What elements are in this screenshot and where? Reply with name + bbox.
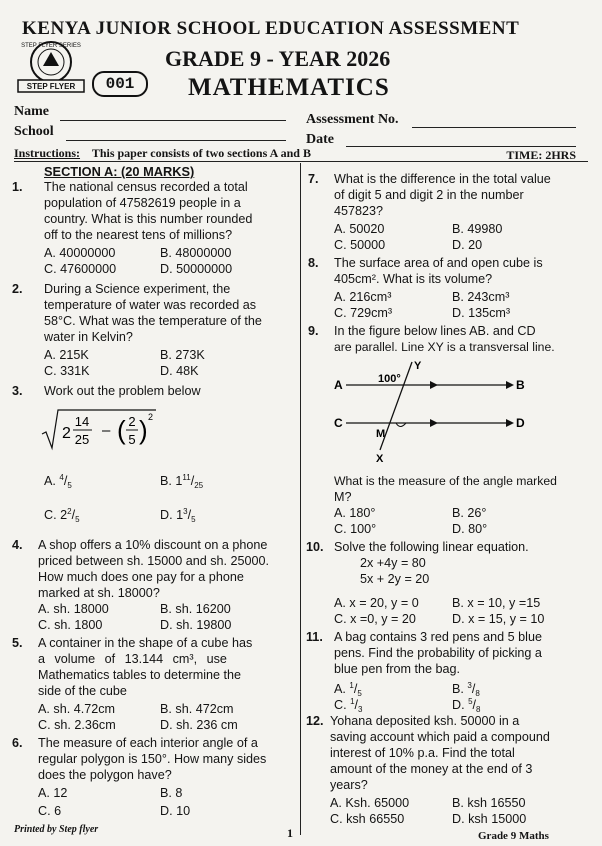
arrow-ab-icon [506, 381, 514, 389]
question-number: 5. [12, 636, 23, 650]
section-a-heading: SECTION A: (20 MARKS) [44, 164, 195, 179]
option-d[interactable]: D. x = 15, y = 10 [452, 612, 545, 626]
instructions-rule [14, 161, 588, 162]
instructions-text: This paper consists of two sections A and B [91, 146, 311, 160]
option-a[interactable]: A. 40000000 [44, 246, 116, 260]
svg-text:): ) [139, 415, 148, 445]
square-exponent: 2 [148, 412, 154, 422]
option-c[interactable]: C. 331K [44, 364, 90, 378]
question-line: regular polygon is 150°. How many sides [38, 752, 267, 766]
option-c[interactable]: C. sh. 1800 [38, 618, 103, 632]
option-b[interactable]: B. 49980 [452, 222, 503, 236]
question-line: does the polygon have? [38, 768, 172, 782]
question-line: water in Kelvin? [44, 330, 133, 344]
option-c[interactable]: C. $^1/_3$ [334, 697, 363, 714]
question-line: In the figure below lines AB. and CD [334, 324, 536, 338]
question-line: Yohana deposited ksh. 50000 in a [330, 714, 520, 728]
option-c[interactable]: C. 100° [334, 522, 377, 536]
question-line: M? [334, 490, 352, 504]
name-label: Name [14, 104, 49, 119]
question-line: amount of the money at the end of 3 [330, 762, 533, 776]
question-line: years? [330, 778, 368, 792]
page-number: 1 [287, 826, 293, 840]
option-b[interactable]: B. $1^{11}/_{25}$ [160, 473, 204, 490]
assessment-no-field-line[interactable] [412, 127, 576, 128]
question-line: population of 47582619 people in a [44, 196, 241, 210]
question-line: of digit 5 and digit 2 in the number [334, 188, 524, 202]
svg-text:–: – [102, 422, 111, 439]
option-d[interactable]: D. 50000000 [160, 262, 233, 276]
option-b[interactable]: B. 273K [160, 348, 205, 362]
option-b[interactable]: B. sh. 472cm [160, 702, 234, 716]
option-b[interactable]: B. 48000000 [160, 246, 232, 260]
exam-title: KENYA JUNIOR SCHOOL EDUCATION ASSESSMENT [22, 18, 520, 39]
question-number: 11. [306, 630, 323, 644]
question-number: 12. [306, 714, 324, 728]
option-c[interactable]: C. 6 [38, 804, 62, 818]
question-line: Mathematics tables to determine the [38, 668, 242, 682]
question-line: country. What is this number rounded [44, 212, 253, 226]
option-d[interactable]: D. 10 [160, 804, 191, 818]
option-a[interactable]: A. 216cm³ [334, 290, 392, 304]
question-line: interest of 10% p.a. Find the total [330, 746, 515, 760]
question-line: 405cm². What is its volume? [334, 272, 493, 286]
question-line: Work out the problem below [44, 384, 201, 398]
time-label: TIME: 2HRS [506, 148, 576, 162]
option-a[interactable]: A. 12 [38, 786, 68, 800]
question-line: A container in the shape of a cube has [38, 636, 253, 650]
option-c[interactable]: C. 47600000 [44, 262, 117, 276]
question-line: During a Science experiment, the [44, 282, 231, 296]
option-a[interactable]: A. 50020 [334, 222, 385, 236]
fraction2-numerator: 2 [128, 414, 136, 429]
option-b[interactable]: B. ksh 16550 [452, 796, 526, 810]
question-number: 10. [306, 540, 324, 554]
question-number: 4. [12, 538, 23, 552]
question-number: 1. [12, 180, 23, 194]
question-line: How much does one pay for a phone [38, 570, 244, 584]
question-number: 6. [12, 736, 23, 750]
question-line: pens. Find the probability of picking a [334, 646, 542, 660]
option-c[interactable]: C. ksh 66550 [330, 812, 405, 826]
option-c[interactable]: C. sh. 2.36cm [38, 718, 116, 732]
question-line: saving account which paid a compound [330, 730, 550, 744]
grade-year-title: GRADE 9 - YEAR 2026 [165, 46, 391, 71]
school-field-line[interactable] [66, 140, 286, 141]
option-c[interactable]: C. $2^2/_5$ [44, 507, 80, 524]
label-a: A [334, 378, 343, 392]
instructions-label: Instructions: [14, 146, 81, 160]
question-number: 8. [308, 256, 319, 270]
printed-by: Printed by Step flyer [14, 824, 99, 835]
column-divider [300, 163, 301, 835]
option-b[interactable]: B. $^3/_8$ [452, 681, 480, 698]
school-label: School [14, 124, 54, 139]
label-x: X [376, 453, 384, 464]
option-d[interactable]: D. $^5/_8$ [452, 697, 481, 714]
equation-2: 5x + 2y = 20 [360, 572, 430, 586]
parallel-lines-figure [330, 360, 530, 464]
sqrt-expression [40, 406, 160, 452]
paper-number-badge: 001 [92, 71, 148, 97]
option-d[interactable]: D. 48K [160, 364, 199, 378]
question-line: marked at sh. 18000? [38, 586, 160, 600]
option-b[interactable]: B. x = 10, y =15 [452, 596, 541, 610]
question-line: What is the difference in the total value [334, 172, 551, 186]
question-number: 3. [12, 384, 23, 398]
name-field-line[interactable] [60, 120, 286, 121]
question-line: off to the nearest tens of millions? [44, 228, 233, 242]
option-a[interactable]: A. 180° [334, 506, 376, 520]
svg-text:(: ( [117, 415, 126, 445]
question-line: side of the cube [38, 684, 127, 698]
question-line: A bag contains 3 red pens and 5 blue [334, 630, 542, 644]
step-flyer-logo-icon [16, 38, 86, 96]
arrow-cd-icon [506, 419, 514, 427]
logo-arc-text: STEP FLYER SERIES [21, 43, 81, 49]
fraction2-denominator: 5 [128, 432, 136, 447]
question-line: The measure of each interior angle of a [38, 736, 258, 750]
option-b[interactable]: B. sh. 16200 [160, 602, 231, 616]
instructions-bar [14, 146, 588, 161]
option-b[interactable]: B. 26° [452, 506, 487, 520]
whole-number: 2 [62, 425, 71, 442]
question-number: 2. [12, 282, 23, 296]
arrow-cd-mid-icon [430, 419, 438, 427]
question-number: 9. [308, 324, 319, 338]
fraction-numerator: 14 [74, 414, 90, 429]
option-c[interactable]: C. x =0, y = 20 [334, 612, 416, 626]
question-line: 457823? [334, 204, 384, 218]
logo-banner-text: STEP FLYER [26, 82, 76, 91]
question-line: A shop offers a 10% discount on a phone [38, 538, 268, 552]
question-line: What is the measure of the angle marked [334, 474, 557, 488]
option-d[interactable]: D. sh. 236 cm [160, 718, 238, 732]
option-a[interactable]: A. 215K [44, 348, 89, 362]
question-line: a volume of 13.144 cm³, use [38, 652, 227, 666]
equation-1: 2x +4y = 80 [360, 556, 426, 570]
option-a[interactable]: A. sh. 18000 [38, 602, 109, 616]
question-line: blue pen from the bag. [334, 662, 461, 676]
label-b: B [516, 378, 525, 392]
date-label: Date [306, 132, 334, 147]
assessment-no-label: Assessment No. [306, 112, 399, 127]
question-line: are parallel. Line XY is a transversal line. [334, 340, 555, 354]
question-line: The surface area of and open cube is [334, 256, 543, 270]
option-a[interactable]: A. x = 20, y = 0 [334, 596, 419, 610]
option-a[interactable]: A. sh. 4.72cm [38, 702, 115, 716]
question-line: priced between sh. 15000 and sh. 25000. [38, 554, 270, 568]
option-c[interactable]: C. 50000 [334, 238, 386, 252]
option-a[interactable]: A. Ksh. 65000 [330, 796, 410, 810]
label-y: Y [414, 360, 422, 372]
option-d[interactable]: D. 135cm³ [452, 306, 511, 320]
question-line: temperature of water was recorded as [44, 298, 257, 312]
question-line: The national census recorded a total [44, 180, 248, 194]
label-c: C [334, 416, 343, 430]
option-d[interactable]: D. 80° [452, 522, 488, 536]
angle-label: 100° [378, 373, 401, 385]
option-b[interactable]: B. 243cm³ [452, 290, 510, 304]
arrow-ab-mid-icon [430, 381, 438, 389]
fraction-denominator: 25 [74, 432, 90, 447]
option-a[interactable]: A. $^4/_5$ [44, 473, 72, 490]
option-d[interactable]: D. ksh 15000 [452, 812, 527, 826]
subject-title: MATHEMATICS [188, 74, 390, 101]
option-d[interactable]: D. sh. 19800 [160, 618, 232, 632]
label-d: D [516, 416, 525, 430]
option-a[interactable]: A. $^1/_5$ [334, 681, 362, 698]
question-line: 58°C. What was the temperature of the [44, 314, 262, 328]
option-b[interactable]: B. 8 [160, 786, 183, 800]
option-c[interactable]: C. 729cm³ [334, 306, 393, 320]
question-number: 7. [308, 172, 319, 186]
option-d[interactable]: D. 20 [452, 238, 483, 252]
option-d[interactable]: D. $1^3/_5$ [160, 507, 196, 524]
question-line: Solve the following linear equation. [334, 540, 529, 554]
footer-subject: Grade 9 Maths [478, 830, 549, 842]
label-m: M [376, 428, 386, 440]
